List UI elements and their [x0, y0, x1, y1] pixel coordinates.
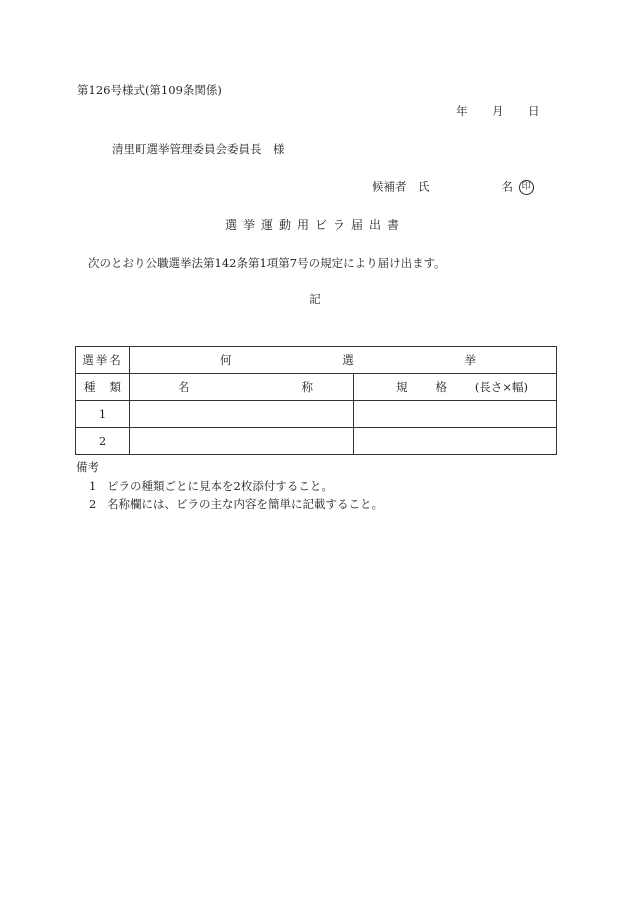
- date-line: [456, 106, 540, 118]
- table-row: [76, 401, 557, 428]
- addressee: 清里町選挙管理委員会委員長 様: [112, 142, 285, 156]
- seal-mark: 印: [519, 180, 534, 195]
- candidate-name-label: 候補者 氏: [372, 179, 430, 194]
- election-value-1: 何: [220, 353, 232, 367]
- election-value-3: 挙: [464, 353, 476, 367]
- spec-field[interactable]: [354, 401, 557, 428]
- candidate-line: [372, 180, 534, 195]
- table-row: [76, 428, 557, 455]
- statement-text: 次のとおり公職選挙法第142条第1項第7号の規定により届け出ます。: [88, 256, 446, 270]
- spec-field[interactable]: [354, 428, 557, 455]
- remark-item: [89, 481, 333, 493]
- spec-header-2: 格: [435, 380, 447, 394]
- name-field[interactable]: [130, 401, 354, 428]
- document-title: 選挙運動用ビラ届出書: [224, 218, 405, 232]
- name-header-2: 称: [301, 380, 313, 394]
- candidate-name-label-2: 名: [501, 179, 513, 194]
- type-label-cell: [76, 374, 130, 401]
- election-value-2: 選: [342, 353, 354, 367]
- name-header-cell: [130, 374, 354, 401]
- row-number: 1: [76, 401, 130, 428]
- name-field[interactable]: [130, 428, 354, 455]
- remark-item: [89, 499, 383, 511]
- remark-number: 1: [89, 479, 97, 493]
- spec-header-3: (長さ×幅): [474, 380, 528, 394]
- election-row: [76, 347, 557, 374]
- type-label-2: 類: [109, 380, 121, 394]
- spec-header-cell: [354, 374, 557, 401]
- remark-text: ビラの種類ごとに見本を2枚添付すること。: [107, 479, 333, 493]
- spec-header-1: 規: [396, 380, 408, 394]
- remark-text: 名称欄には、ビラの主な内容を簡単に記載すること。: [107, 497, 383, 511]
- row-number: 2: [76, 428, 130, 455]
- date-year-label: 年: [456, 104, 468, 118]
- ki-mark: 記: [309, 292, 321, 306]
- election-label: 選挙名: [82, 353, 123, 367]
- remark-number: 2: [89, 497, 97, 511]
- form-number: 第126号様式(第109条関係): [77, 83, 222, 97]
- date-month-label: 月: [492, 104, 504, 118]
- type-label-1: 種: [84, 380, 96, 394]
- election-label-cell: [76, 347, 130, 374]
- remarks-title: 備考: [76, 460, 99, 474]
- header-row: [76, 374, 557, 401]
- name-header-1: 名: [178, 380, 190, 394]
- notification-table: [75, 346, 557, 455]
- date-day-label: 日: [528, 104, 540, 118]
- election-value-cell: [130, 347, 557, 374]
